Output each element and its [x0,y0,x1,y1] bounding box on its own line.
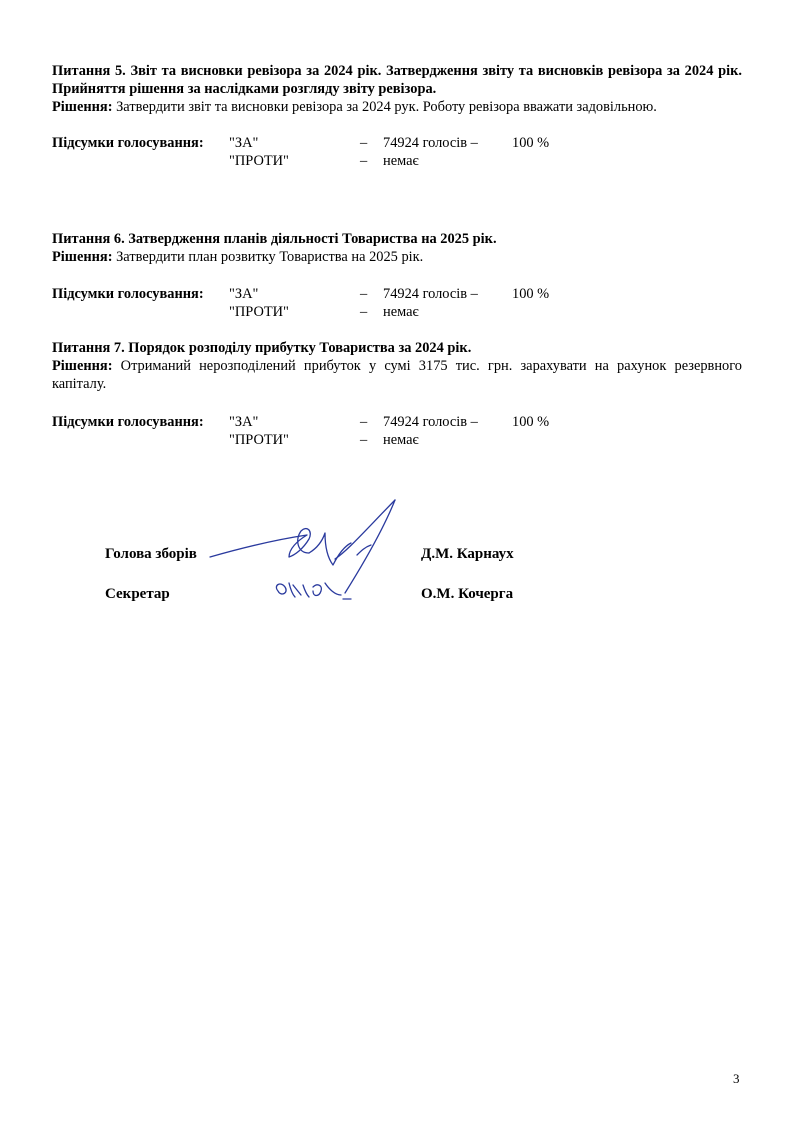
question-7-decision [52,357,742,393]
question-6-decision [52,248,742,266]
question-6 [52,230,742,266]
vote-for-count: 74924 голосів – [383,286,478,302]
decision-text: Затвердити звіт та висновки ревізора за 2024 рук. Роботу ревізора вважати задовільною. [112,99,657,115]
vote-against-value: немає [383,153,419,169]
decision-text: Затвердити план розвитку Товариства на 2025 рік. [112,249,424,265]
question-6-title: Питання 6. Затвердження планів діяльності Товариства на 2025 рік. [52,231,497,247]
question-7-vote [52,413,742,449]
page-number: 3 [733,1071,740,1086]
vote-against-label: "ПРОТИ" [229,153,289,169]
vote-for-percent: 100 % [512,286,550,302]
vote-dash: – [360,135,368,151]
vote-for-label: "ЗА" [229,135,259,151]
decision-label: Рішення: [52,249,113,265]
vote-for-count: 74924 голосів – [383,135,478,151]
vote-against-value: немає [383,304,419,320]
chair-name: Д.М. Карнаух [421,546,514,562]
vote-for-label: "ЗА" [229,286,259,302]
vote-label: Підсумки голосування: [52,135,204,151]
vote-dash: – [360,153,368,169]
question-5 [52,62,742,116]
handwritten-signature [185,495,405,615]
vote-dash: – [360,432,368,448]
question-5-decision [52,98,742,116]
vote-for-percent: 100 % [512,135,550,151]
question-6-vote [52,285,742,321]
question-5-vote [52,134,742,170]
secretary-name: О.М. Кочерга [421,586,514,602]
question-7-title: Питання 7. Порядок розподілу прибутку Товариства за 2024 рік. [52,340,472,356]
vote-dash: – [360,304,368,320]
vote-dash: – [360,286,368,302]
vote-dash: – [360,414,368,430]
vote-against-label: "ПРОТИ" [229,304,289,320]
decision-label: Рішення: [52,358,113,374]
decision-text: Отриманий нерозподілений прибуток у сумі 3175 тис. грн. зарахувати на рахунок резервного капіталу. [52,358,742,392]
decision-label: Рішення: [52,99,113,115]
vote-label: Підсумки голосування: [52,414,204,430]
vote-against-value: немає [383,432,419,448]
vote-for-label: "ЗА" [229,414,259,430]
secretary-label: Секретар [105,586,170,602]
question-7 [52,339,742,393]
vote-for-percent: 100 % [512,414,550,430]
question-5-title: Питання 5. Звіт та висновки ревізора за 2024 рік. Затвердження звіту та висновків ревізора за 2024 рік. Прийняття рішення за наслідками розгляду звіту ревізора. [52,63,742,97]
chair-label: Голова зборів [105,546,197,562]
vote-for-count: 74924 голосів – [383,414,478,430]
vote-against-label: "ПРОТИ" [229,432,289,448]
vote-label: Підсумки голосування: [52,286,204,302]
